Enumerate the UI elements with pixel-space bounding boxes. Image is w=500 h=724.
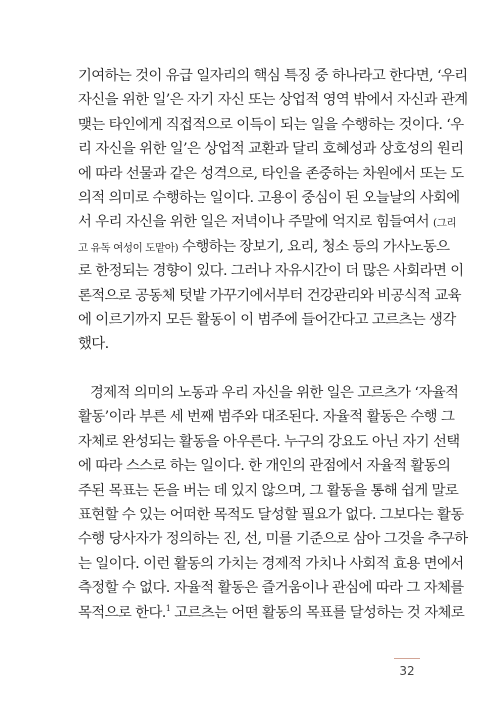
text-line	[78, 259, 464, 283]
text-run: 에 이르기까지 모든 활동이 이 범주에 들어간다고 고르츠는 생각	[78, 311, 456, 328]
small-text-run: (그리	[433, 217, 457, 230]
text-line	[78, 430, 460, 454]
text-line	[78, 601, 465, 625]
text-line	[78, 405, 455, 429]
text-run: 표현할 수 있는 어떠한 목적도 달성할 필요가 없다. 그보다는 활동	[78, 506, 464, 523]
text-line	[78, 381, 459, 405]
page-number: 32	[399, 664, 415, 678]
text-line	[78, 284, 461, 308]
text-line	[78, 162, 464, 186]
paragraph-2	[78, 381, 468, 625]
footnote-marker: 1	[165, 603, 171, 613]
text-run: 로 한정되는 경향이 있다. 그러나 자유시간이 더 많은 사회라면 이	[78, 263, 464, 280]
text-line	[78, 576, 464, 600]
text-line	[78, 113, 464, 137]
text-run: 에 따라 선물과 같은 성격으로, 타인을 존중하는 차원에서 또는 도	[78, 165, 464, 182]
text-line	[78, 88, 468, 112]
text-line	[78, 454, 451, 478]
text-run: 자신을 위한 일’은 자기 자신 또는 상업적 영역 밖에서 자신과 관계	[78, 92, 468, 109]
text-run: 는 일이다. 이런 활동의 가치는 경제적 가치나 사회적 효용 면에서	[78, 555, 464, 572]
text-run: 맺는 타인에게 직접적으로 이득이 되는 일을 수행하는 것이다. ‘우	[78, 116, 464, 133]
text-run: 측정할 수 없다. 자율적 활동은 즐거움이나 관심에 따라 그 자체를	[78, 580, 464, 597]
text-line	[78, 527, 468, 551]
text-run: 목적으로 한다.	[78, 604, 166, 621]
text-line	[78, 235, 450, 259]
text-line	[78, 552, 464, 576]
text-line	[78, 64, 468, 88]
text-run: 고르츠는 어떤 활동의 목표를 달성하는 것 자체로	[170, 604, 465, 621]
text-run: 리 자신을 위한 일’은 상업적 교환과 달리 호혜성과 상호성의 원리	[78, 141, 464, 158]
text-run: 서 우리 자신을 위한 일은 저녁이나 주말에 억지로 힘들여서	[78, 214, 434, 231]
text-line	[78, 137, 464, 161]
text-line	[78, 308, 456, 332]
text-run: 경제적 의미의 노동과 우리 자신을 위한 일은 고르츠가 ‘자율적	[90, 385, 459, 401]
text-run: 수행 당사자가 정의하는 진, 선, 미를 기준으로 삼아 그것을 추구하	[78, 531, 468, 548]
page-number-rule	[394, 658, 420, 659]
text-run: 주된 목표는 돈을 버는 데 있지 않으며, 그 활동을 통해 쉽게 말로	[78, 482, 459, 499]
text-line	[78, 186, 460, 210]
text-run: 했다.	[78, 336, 109, 353]
text-run: 활동’이라 부른 세 번째 범주와 대조된다. 자율적 활동은 수행 그	[78, 409, 455, 426]
paragraph-1	[78, 64, 468, 357]
text-line	[78, 503, 464, 527]
text-line	[78, 479, 459, 503]
small-text-run: 고 유독 여성이 도맡아)	[78, 241, 179, 254]
text-line	[78, 332, 422, 356]
text-run: 기여하는 것이 유급 일자리의 핵심 특징 중 하나라고 한다면, ‘우리	[78, 68, 468, 84]
text-run: 의적 의미로 수행하는 일이다. 고용이 중심이 된 오늘날의 사회에	[78, 189, 460, 206]
text-run: 자체로 완성되는 활동을 아우른다. 누구의 강요도 아닌 자기 선택	[78, 433, 460, 450]
text-run: 론적으로 공동체 텃밭 가꾸기에서부터 건강관리와 비공식적 교육	[78, 287, 461, 304]
text-run: 에 따라 스스로 하는 일이다. 한 개인의 관점에서 자율적 활동의	[78, 458, 451, 475]
text-run: 수행하는 장보기, 요리, 청소 등의 가사노동으	[178, 238, 450, 255]
text-line	[78, 210, 457, 234]
